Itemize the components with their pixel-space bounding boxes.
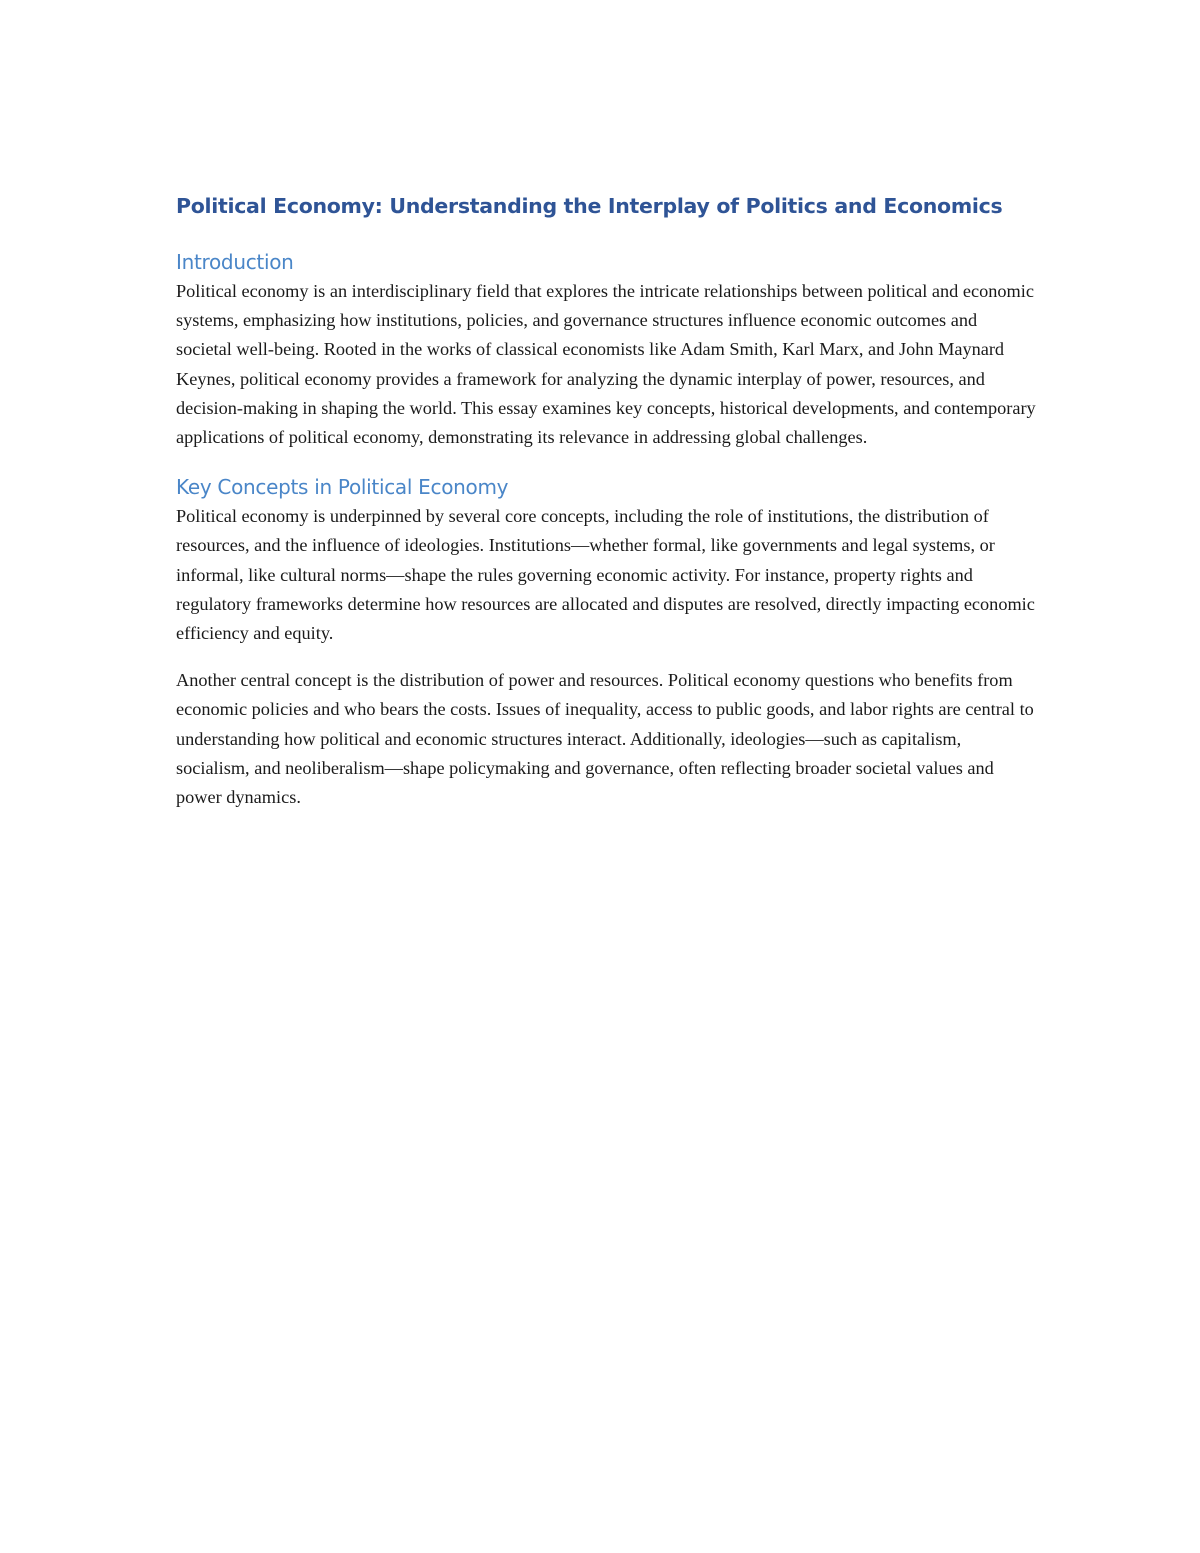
section-heading-introduction: Introduction <box>176 250 294 274</box>
key-concepts-paragraph-2: Another central concept is the distribution of power and resources. Political economy questions who benefits from economic policies and who bears the costs. Issues of inequality, access to public goods, and labor rights are central to understanding how political and economic structures interact. Additionally, ideologies—such as capitalism, socialism, and neoliberalism—shape policymaking and governance, often reflecting broader societal values and power dynamics. <box>176 670 1034 808</box>
document-title: Political Economy: Understanding the Interplay of Politics and Economics <box>176 194 1003 218</box>
key-concepts-paragraph-1: Political economy is underpinned by several core concepts, including the role of institutions, the distribution of resources, and the influence of ideologies. Institutions—whether formal, like governments and legal systems, or informal, like cultural norms—shape the rules governing economic activity. For instance, property rights and regulatory frameworks determine how resources are allocated and disputes are resolved, directly impacting economic efficiency and equity. <box>176 506 1035 644</box>
introduction-paragraph: Political economy is an interdisciplinary field that explores the intricate relationships between political and economic systems, emphasizing how institutions, policies, and governance structures influence economic outcomes and societal well-being. Rooted in the works of classical economists like Adam Smith, Karl Marx, and John Maynard Keynes, political economy provides a framework for analyzing the dynamic interplay of power, resources, and decision-making in shaping the world. This essay examines key concepts, historical developments, and contemporary applications of political economy, demonstrating its relevance in addressing global challenges. <box>176 281 1036 448</box>
document-body <box>176 190 1036 812</box>
section-heading-key-concepts: Key Concepts in Political Economy <box>176 475 509 500</box>
